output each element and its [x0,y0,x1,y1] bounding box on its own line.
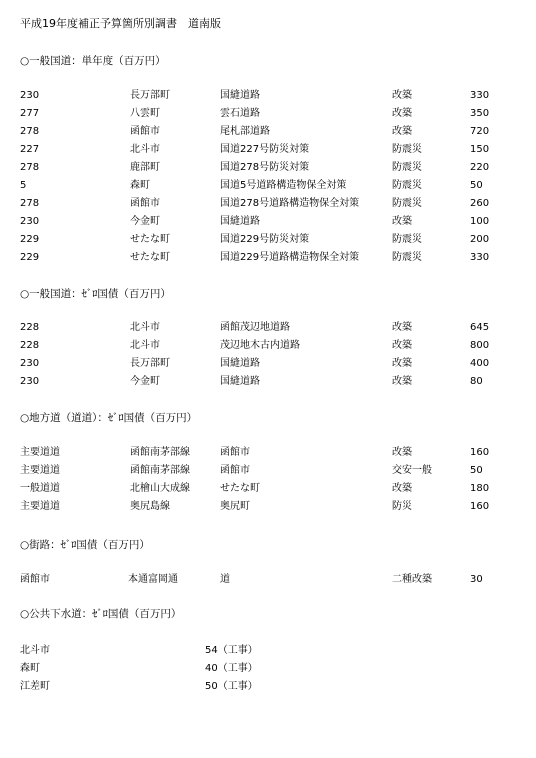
table-cell: 改築 [392,126,412,137]
table-cell: 国道278号防災対策 [220,162,310,173]
table-cell: 森町 [20,663,40,674]
table-cell: 220 [470,162,490,173]
table-cell: 278 [20,162,40,173]
section-heading-text: 街路：ｾﾞﾛ国債（百万円） [29,539,150,551]
table-cell: 5 [20,180,27,191]
table-cell: 防震災 [392,180,422,191]
table-cell: 278 [20,198,40,209]
table-cell: 50 [470,465,483,476]
table-cell: 八雲町 [130,108,160,119]
table-cell: 720 [470,126,490,137]
table-cell: 今金町 [130,376,160,387]
document-title: 平成19年度補正予算箇所別調書 道南版 [20,17,221,30]
table-cell: 函館市 [130,198,160,209]
table-row [0,500,536,514]
table-cell: 227 [20,144,40,155]
table-cell: 229 [20,252,40,263]
table-cell: せたな町 [220,483,260,494]
table-cell: 160 [470,447,490,458]
table-row [0,375,536,389]
table-cell: 改築 [392,340,412,351]
table-cell: 一般道道 [20,483,60,494]
table-cell: 函館南茅部線 [130,447,190,458]
table-row [0,339,536,353]
table-cell: 国道229号道路構造物保全対策 [220,252,360,263]
table-cell: 800 [470,340,490,351]
table-row [0,179,536,193]
table-row [0,446,536,460]
table-cell: 函館市 [220,465,250,476]
table-cell: 国縫道路 [220,216,260,227]
table-cell: 改築 [392,483,412,494]
table-cell: 道 [220,574,230,585]
table-cell: 鹿部町 [130,162,160,173]
table-cell: 奥尻島線 [130,501,170,512]
section-heading-text: 一般国道：ｾﾞﾛ国債（百万円） [29,288,171,300]
table-cell: 230 [20,358,40,369]
table-cell: 国縫道路 [220,90,260,101]
table-cell: 函館市 [20,574,50,585]
table-row [0,482,536,496]
table-row [0,143,536,157]
table-cell: 277 [20,108,40,119]
table-cell: 函館市 [220,447,250,458]
table-cell: 160 [470,501,490,512]
section-heading-text: 一般国道：単年度（百万円） [29,55,166,67]
table-cell: 100 [470,216,490,227]
table-cell: 防震災 [392,252,422,263]
table-row [0,680,536,694]
table-cell: 80 [470,376,483,387]
table-cell: 改築 [392,322,412,333]
table-cell: 国縫道路 [220,358,260,369]
table-cell: 230 [20,90,40,101]
section-heading [20,537,150,552]
table-cell: 防震災 [392,144,422,155]
table-cell: 交安一般 [392,465,432,476]
table-cell: 228 [20,322,40,333]
table-row [0,161,536,175]
table-cell: 国道227号防災対策 [220,144,310,155]
table-cell: 北斗市 [130,144,160,155]
table-cell: 40（工事） [205,663,258,674]
table-row [0,233,536,247]
table-cell: 北斗市 [20,645,50,656]
table-row [0,89,536,103]
table-cell: 50（工事） [205,681,258,692]
circle-marker-icon: ○ [20,288,30,300]
section-heading [20,606,181,621]
section-heading-text: 地方道（道道）：ｾﾞﾛ国債（百万円） [29,412,198,424]
table-cell: 防災 [392,501,412,512]
table-cell: 主要道道 [20,501,60,512]
table-cell: 江差町 [20,681,50,692]
table-cell: 函館茂辺地道路 [220,322,290,333]
table-cell: 森町 [130,180,150,191]
table-cell: 長万部町 [130,90,170,101]
table-cell: 本通富岡通 [128,574,178,585]
table-cell: 228 [20,340,40,351]
table-cell: 防震災 [392,162,422,173]
table-cell: 奥尻町 [220,501,250,512]
table-cell: 国道5号道路構造物保全対策 [220,180,347,191]
table-cell: 国道229号防災対策 [220,234,310,245]
section-heading [20,53,166,68]
table-cell: 330 [470,90,490,101]
table-cell: 国縫道路 [220,376,260,387]
table-row [0,215,536,229]
circle-marker-icon: ○ [20,55,30,67]
table-cell: 645 [470,322,490,333]
section-heading [20,286,171,301]
table-cell: 国道278号道路構造物保全対策 [220,198,360,209]
table-row [0,662,536,676]
table-row [0,125,536,139]
table-cell: 278 [20,126,40,137]
table-cell: 改築 [392,216,412,227]
table-cell: 改築 [392,108,412,119]
table-row [0,321,536,335]
table-cell: 二種改築 [392,574,432,585]
table-cell: 長万部町 [130,358,170,369]
table-row [0,197,536,211]
table-cell: 函館市 [130,126,160,137]
table-row [0,107,536,121]
section-heading-text: 公共下水道：ｾﾞﾛ国債（百万円） [29,608,182,620]
table-cell: 函館南茅部線 [130,465,190,476]
table-cell: 50 [470,180,483,191]
table-cell: 茂辺地木古内道路 [220,340,300,351]
section-heading [20,410,197,425]
table-cell: 主要道道 [20,447,60,458]
table-row [0,573,536,587]
circle-marker-icon: ○ [20,539,30,551]
table-row [0,464,536,478]
table-cell: 雲石道路 [220,108,260,119]
table-cell: せたな町 [130,252,170,263]
circle-marker-icon: ○ [20,412,30,424]
table-cell: 北檜山大成線 [130,483,190,494]
table-cell: 主要道道 [20,465,60,476]
table-cell: 150 [470,144,490,155]
table-cell: 180 [470,483,490,494]
table-row [0,357,536,371]
table-cell: 防震災 [392,234,422,245]
table-cell: 北斗市 [130,322,160,333]
table-cell: 230 [20,216,40,227]
table-cell: 230 [20,376,40,387]
table-row [0,251,536,265]
table-cell: 改築 [392,358,412,369]
table-cell: 今金町 [130,216,160,227]
table-cell: 350 [470,108,490,119]
table-cell: 北斗市 [130,340,160,351]
table-cell: 改築 [392,376,412,387]
table-cell: 400 [470,358,490,369]
table-cell: 防震災 [392,198,422,209]
table-cell: 尾札部道路 [220,126,270,137]
table-cell: 30 [470,574,483,585]
table-cell: せたな町 [130,234,170,245]
table-cell: 200 [470,234,490,245]
table-cell: 260 [470,198,490,209]
table-cell: 改築 [392,447,412,458]
table-cell: 改築 [392,90,412,101]
table-cell: 330 [470,252,490,263]
circle-marker-icon: ○ [20,608,30,620]
table-row [0,644,536,658]
table-cell: 54（工事） [205,645,258,656]
table-cell: 229 [20,234,40,245]
